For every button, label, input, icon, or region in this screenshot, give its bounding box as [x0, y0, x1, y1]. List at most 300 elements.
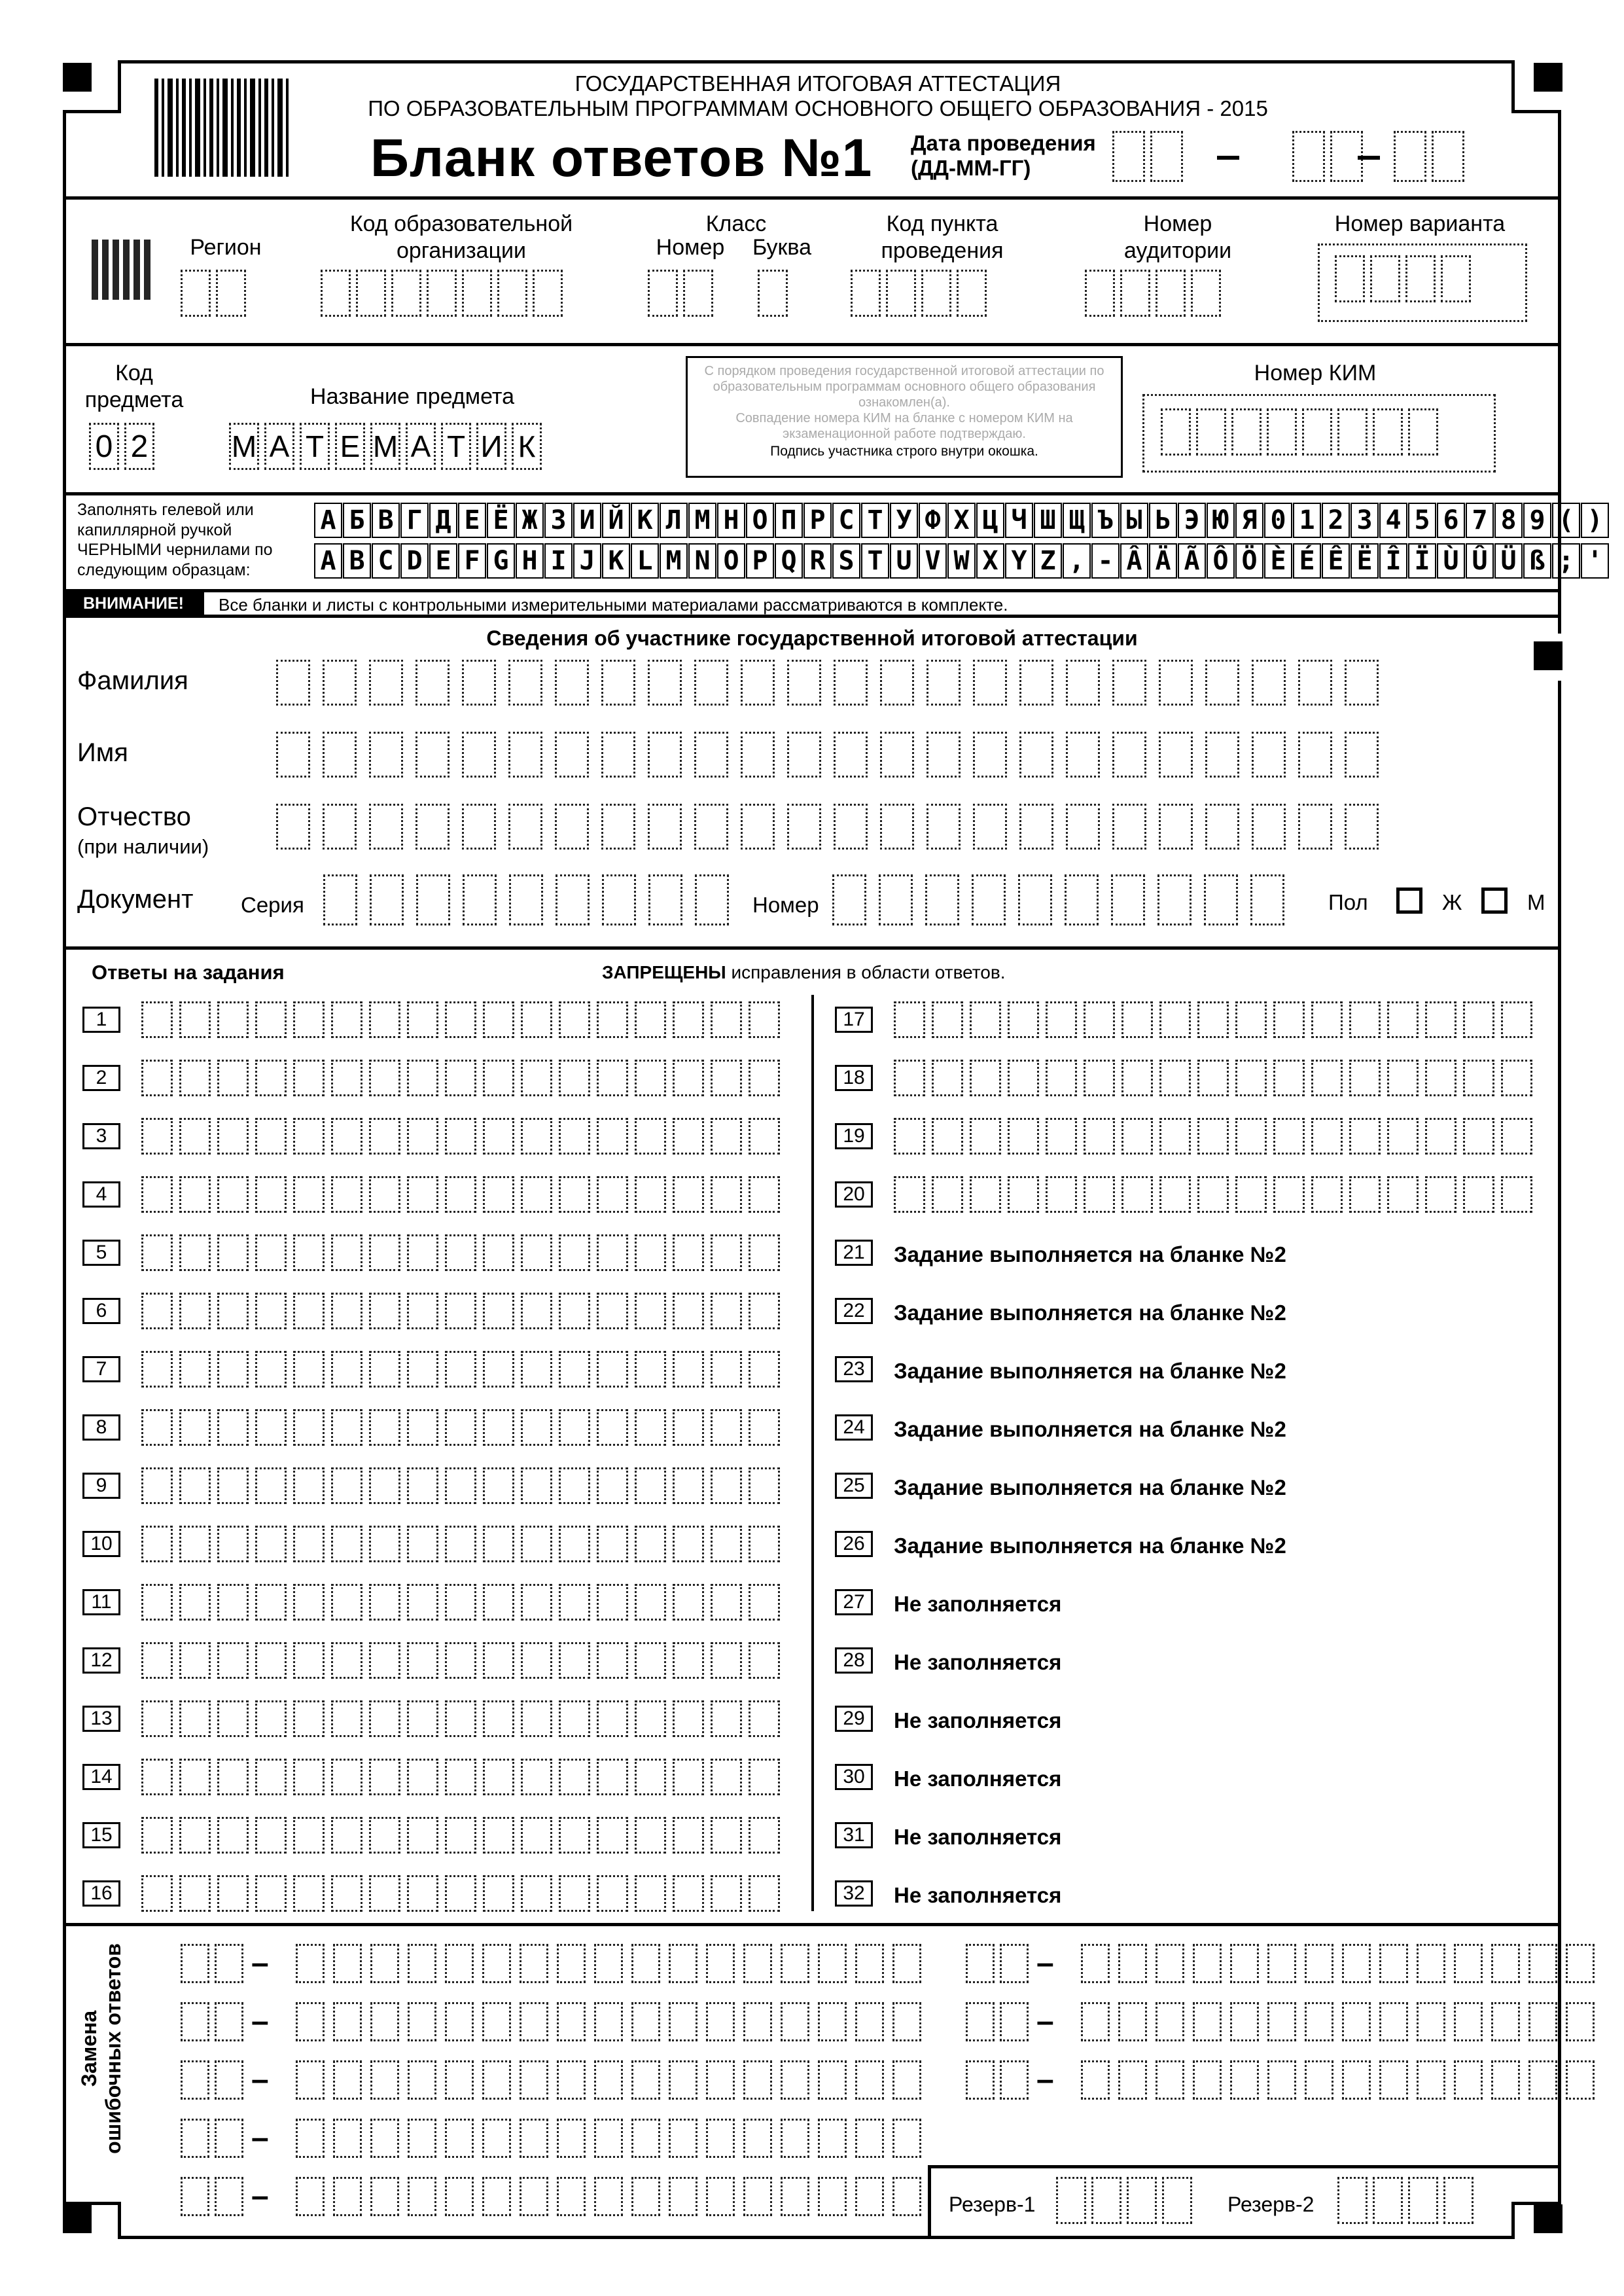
input-cell[interactable]: [217, 1817, 249, 1854]
input-cell[interactable]: [706, 2119, 735, 2158]
input-cell[interactable]: [597, 1060, 628, 1096]
input-cell[interactable]: [521, 1234, 552, 1271]
input-cell[interactable]: [407, 1467, 438, 1504]
input-cell[interactable]: [749, 1700, 780, 1737]
input-cell[interactable]: [1197, 1060, 1229, 1096]
input-cell[interactable]: [293, 1176, 325, 1213]
input-cell[interactable]: [255, 1817, 287, 1854]
input-cell[interactable]: [293, 1584, 325, 1621]
input-cell[interactable]: [407, 1526, 438, 1562]
patronymic-input[interactable]: [276, 804, 1391, 850]
replace-answer[interactable]: [1081, 1944, 1603, 1983]
input-cell[interactable]: [179, 1817, 211, 1854]
input-cell[interactable]: [483, 1642, 514, 1679]
input-cell[interactable]: [215, 2177, 243, 2216]
input-cell[interactable]: [597, 1176, 628, 1213]
input-cell[interactable]: [1112, 660, 1146, 706]
input-cell[interactable]: [1197, 1176, 1229, 1213]
input-cell[interactable]: [1417, 1944, 1445, 1983]
input-cell[interactable]: [331, 1642, 362, 1679]
input-cell[interactable]: [1205, 732, 1239, 778]
input-cell[interactable]: [333, 1944, 362, 1983]
answer-input[interactable]: [141, 1060, 786, 1096]
exam-point-input[interactable]: [851, 270, 992, 317]
input-cell[interactable]: [711, 1875, 742, 1912]
input-cell[interactable]: [408, 1944, 436, 1983]
input-cell[interactable]: [635, 1176, 666, 1213]
input-cell[interactable]: [894, 1118, 925, 1155]
input-cell[interactable]: [215, 1944, 243, 1983]
input-cell[interactable]: [181, 2119, 209, 2158]
input-cell[interactable]: [1528, 2002, 1557, 2041]
class-number-input[interactable]: [648, 270, 718, 317]
input-cell[interactable]: [1121, 1060, 1153, 1096]
input-cell[interactable]: [635, 1584, 666, 1621]
input-cell[interactable]: [296, 2119, 325, 2158]
input-cell[interactable]: [370, 2119, 399, 2158]
input-cell[interactable]: [483, 1817, 514, 1854]
input-cell[interactable]: [369, 1118, 400, 1155]
input-cell[interactable]: [594, 2060, 623, 2100]
replace-answer[interactable]: [296, 2119, 930, 2158]
input-cell[interactable]: [445, 2002, 474, 2041]
input-cell[interactable]: [508, 660, 542, 706]
input-cell[interactable]: [407, 1293, 438, 1329]
input-cell[interactable]: [601, 660, 635, 706]
input-cell[interactable]: [966, 1944, 995, 1983]
input-cell[interactable]: [293, 1817, 325, 1854]
input-cell[interactable]: [141, 1642, 173, 1679]
input-cell[interactable]: [141, 1234, 173, 1271]
input-cell[interactable]: [179, 1351, 211, 1388]
input-cell[interactable]: [711, 1409, 742, 1446]
input-cell[interactable]: [217, 1118, 249, 1155]
input-cell[interactable]: [648, 732, 682, 778]
document-series-input[interactable]: [323, 874, 741, 925]
input-cell[interactable]: [445, 1642, 476, 1679]
input-cell[interactable]: [293, 1351, 325, 1388]
input-cell[interactable]: [255, 1467, 287, 1504]
reserve2-input[interactable]: [1337, 2177, 1479, 2224]
input-cell[interactable]: [1273, 1118, 1305, 1155]
input-cell[interactable]: [255, 1700, 287, 1737]
input-cell[interactable]: [255, 1875, 287, 1912]
input-cell[interactable]: [597, 1759, 628, 1795]
input-cell[interactable]: [407, 1584, 438, 1621]
input-cell[interactable]: [1230, 1944, 1259, 1983]
document-number-input[interactable]: [832, 874, 1297, 925]
replace-task-number[interactable]: [966, 1944, 1034, 1983]
input-cell[interactable]: [749, 1176, 780, 1213]
input-cell[interactable]: [463, 874, 497, 925]
sex-female-checkbox[interactable]: [1396, 888, 1422, 914]
input-cell[interactable]: [482, 2002, 511, 2041]
input-cell[interactable]: [597, 1584, 628, 1621]
input-cell[interactable]: [711, 1060, 742, 1096]
input-cell[interactable]: [673, 1526, 704, 1562]
input-cell[interactable]: [521, 1060, 552, 1096]
input-cell[interactable]: [1066, 804, 1100, 850]
input-cell[interactable]: [741, 660, 775, 706]
input-cell[interactable]: [1298, 660, 1332, 706]
input-cell[interactable]: [520, 2177, 548, 2216]
input-cell[interactable]: [1193, 2002, 1222, 2041]
input-cell[interactable]: [1046, 1060, 1077, 1096]
input-cell[interactable]: [508, 804, 542, 850]
input-cell[interactable]: [482, 2119, 511, 2158]
input-cell[interactable]: [1193, 1944, 1222, 1983]
input-cell[interactable]: [141, 1817, 173, 1854]
input-cell[interactable]: [597, 1118, 628, 1155]
input-cell[interactable]: [597, 1700, 628, 1737]
answer-input[interactable]: [141, 1875, 786, 1912]
input-cell[interactable]: [255, 1642, 287, 1679]
input-cell[interactable]: [781, 2119, 809, 2158]
variant-input[interactable]: [1335, 255, 1476, 302]
input-cell[interactable]: [787, 660, 821, 706]
input-cell[interactable]: [1118, 2002, 1147, 2041]
answer-input[interactable]: [141, 1351, 786, 1388]
input-cell[interactable]: [1205, 660, 1239, 706]
input-cell[interactable]: [741, 732, 775, 778]
input-cell[interactable]: [141, 1700, 173, 1737]
input-cell[interactable]: [973, 660, 1007, 706]
input-cell[interactable]: [673, 1001, 704, 1038]
input-cell[interactable]: [1235, 1001, 1267, 1038]
input-cell[interactable]: [892, 2177, 921, 2216]
input-cell[interactable]: [408, 2119, 436, 2158]
answer-input[interactable]: [141, 1293, 786, 1329]
input-cell[interactable]: [217, 1759, 249, 1795]
input-cell[interactable]: [521, 1467, 552, 1504]
input-cell[interactable]: [669, 2119, 697, 2158]
input-cell[interactable]: [1193, 2060, 1222, 2100]
input-cell[interactable]: [1235, 1060, 1267, 1096]
input-cell[interactable]: [445, 2119, 474, 2158]
input-cell[interactable]: [1118, 2060, 1147, 2100]
input-cell[interactable]: [635, 1817, 666, 1854]
room-input[interactable]: [1085, 270, 1226, 317]
input-cell[interactable]: [217, 1234, 249, 1271]
input-cell[interactable]: [743, 2177, 772, 2216]
input-cell[interactable]: [743, 2119, 772, 2158]
input-cell[interactable]: [521, 1118, 552, 1155]
replace-task-number[interactable]: [181, 1944, 249, 1983]
replace-answer[interactable]: [1081, 2060, 1603, 2100]
input-cell[interactable]: [711, 1467, 742, 1504]
input-cell[interactable]: [879, 874, 913, 925]
input-cell[interactable]: [635, 1234, 666, 1271]
input-cell[interactable]: [556, 874, 590, 925]
input-cell[interactable]: [1566, 2002, 1595, 2041]
input-cell[interactable]: [711, 1176, 742, 1213]
input-cell[interactable]: [1342, 1944, 1371, 1983]
input-cell[interactable]: [1066, 660, 1100, 706]
input-cell[interactable]: [648, 804, 682, 850]
input-cell[interactable]: [293, 1700, 325, 1737]
input-cell[interactable]: [594, 2177, 623, 2216]
input-cell[interactable]: [1425, 1060, 1456, 1096]
input-cell[interactable]: [1046, 1001, 1077, 1038]
surname-input[interactable]: [276, 660, 1391, 706]
answer-input[interactable]: [894, 1176, 1539, 1213]
input-cell[interactable]: [927, 732, 961, 778]
input-cell[interactable]: [1425, 1001, 1456, 1038]
input-cell[interactable]: [1311, 1060, 1343, 1096]
input-cell[interactable]: [296, 1944, 325, 1983]
input-cell[interactable]: [1252, 660, 1286, 706]
input-cell[interactable]: [1305, 2060, 1333, 2100]
input-cell[interactable]: [331, 1060, 362, 1096]
answer-input[interactable]: [894, 1118, 1539, 1155]
input-cell[interactable]: [415, 804, 450, 850]
input-cell[interactable]: [179, 1234, 211, 1271]
input-cell[interactable]: [369, 1526, 400, 1562]
input-cell[interactable]: [673, 1700, 704, 1737]
input-cell[interactable]: [445, 1409, 476, 1446]
input-cell[interactable]: [673, 1351, 704, 1388]
input-cell[interactable]: [855, 2119, 884, 2158]
input-cell[interactable]: [970, 1060, 1001, 1096]
input-cell[interactable]: [369, 660, 403, 706]
input-cell[interactable]: [407, 1817, 438, 1854]
region-input[interactable]: [181, 270, 251, 317]
input-cell[interactable]: [331, 1584, 362, 1621]
input-cell[interactable]: [141, 1176, 173, 1213]
answer-input[interactable]: [894, 1060, 1539, 1096]
input-cell[interactable]: [296, 2060, 325, 2100]
input-cell[interactable]: [1501, 1118, 1532, 1155]
input-cell[interactable]: [520, 2119, 548, 2158]
input-cell[interactable]: [559, 1118, 590, 1155]
replace-task-number[interactable]: [966, 2060, 1034, 2100]
input-cell[interactable]: [1425, 1176, 1456, 1213]
input-cell[interactable]: [749, 1817, 780, 1854]
input-cell[interactable]: [631, 2119, 660, 2158]
input-cell[interactable]: [635, 1700, 666, 1737]
input-cell[interactable]: [1000, 2002, 1029, 2041]
input-cell[interactable]: [1118, 1944, 1147, 1983]
subject-code-input[interactable]: 0 2: [89, 423, 160, 470]
input-cell[interactable]: [834, 732, 868, 778]
input-cell[interactable]: [369, 1467, 400, 1504]
input-cell[interactable]: [932, 1118, 963, 1155]
input-cell[interactable]: [1267, 2060, 1296, 2100]
input-cell[interactable]: [1121, 1118, 1153, 1155]
date-month[interactable]: [1292, 131, 1368, 182]
input-cell[interactable]: [631, 2002, 660, 2041]
input-cell[interactable]: [483, 1759, 514, 1795]
input-cell[interactable]: [818, 2177, 847, 2216]
date-day[interactable]: [1112, 131, 1188, 182]
input-cell[interactable]: [370, 2002, 399, 2041]
input-cell[interactable]: [1235, 1118, 1267, 1155]
input-cell[interactable]: [673, 1234, 704, 1271]
input-cell[interactable]: [1305, 2002, 1333, 2041]
reserve1-input[interactable]: [1056, 2177, 1197, 2224]
input-cell[interactable]: [1311, 1118, 1343, 1155]
input-cell[interactable]: [462, 660, 496, 706]
input-cell[interactable]: [601, 732, 635, 778]
input-cell[interactable]: [255, 1234, 287, 1271]
answer-input[interactable]: [141, 1642, 786, 1679]
input-cell[interactable]: [711, 1817, 742, 1854]
input-cell[interactable]: [141, 1526, 173, 1562]
kim-input[interactable]: [1161, 408, 1443, 456]
input-cell[interactable]: [509, 874, 543, 925]
input-cell[interactable]: [217, 1351, 249, 1388]
replace-answer[interactable]: [296, 1944, 930, 1983]
input-cell[interactable]: [892, 2119, 921, 2158]
input-cell[interactable]: [749, 1642, 780, 1679]
input-cell[interactable]: [141, 1467, 173, 1504]
input-cell[interactable]: [970, 1118, 1001, 1155]
input-cell[interactable]: [932, 1176, 963, 1213]
input-cell[interactable]: [559, 1060, 590, 1096]
input-cell[interactable]: [181, 2060, 209, 2100]
input-cell[interactable]: [555, 804, 589, 850]
input-cell[interactable]: [1018, 874, 1052, 925]
input-cell[interactable]: [1298, 732, 1332, 778]
input-cell[interactable]: [181, 2177, 209, 2216]
input-cell[interactable]: [834, 804, 868, 850]
input-cell[interactable]: [1019, 660, 1053, 706]
input-cell[interactable]: [521, 1526, 552, 1562]
input-cell[interactable]: [179, 1467, 211, 1504]
input-cell[interactable]: [1157, 874, 1192, 925]
input-cell[interactable]: [1019, 732, 1053, 778]
input-cell[interactable]: [1463, 1001, 1494, 1038]
input-cell[interactable]: [597, 1293, 628, 1329]
replace-task-number[interactable]: [181, 2119, 249, 2158]
input-cell[interactable]: [749, 1759, 780, 1795]
input-cell[interactable]: [217, 1584, 249, 1621]
input-cell[interactable]: [408, 2002, 436, 2041]
input-cell[interactable]: [1112, 732, 1146, 778]
input-cell[interactable]: [706, 2060, 735, 2100]
input-cell[interactable]: [255, 1060, 287, 1096]
input-cell[interactable]: [521, 1875, 552, 1912]
input-cell[interactable]: [970, 1176, 1001, 1213]
input-cell[interactable]: [445, 1351, 476, 1388]
input-cell[interactable]: [1463, 1060, 1494, 1096]
input-cell[interactable]: [834, 660, 868, 706]
input-cell[interactable]: [331, 1817, 362, 1854]
input-cell[interactable]: [743, 2060, 772, 2100]
input-cell[interactable]: [369, 1176, 400, 1213]
input-cell[interactable]: [1379, 2060, 1408, 2100]
input-cell[interactable]: [711, 1351, 742, 1388]
input-cell[interactable]: [927, 660, 961, 706]
input-cell[interactable]: [1046, 1118, 1077, 1155]
input-cell[interactable]: [141, 1759, 173, 1795]
input-cell[interactable]: [445, 2177, 474, 2216]
input-cell[interactable]: [818, 1944, 847, 1983]
input-cell[interactable]: [483, 1293, 514, 1329]
input-cell[interactable]: [483, 1526, 514, 1562]
input-cell[interactable]: [1084, 1176, 1115, 1213]
input-cell[interactable]: [445, 1176, 476, 1213]
input-cell[interactable]: [521, 1351, 552, 1388]
input-cell[interactable]: [483, 1875, 514, 1912]
input-cell[interactable]: [521, 1176, 552, 1213]
input-cell[interactable]: [1081, 1944, 1110, 1983]
input-cell[interactable]: [669, 2002, 697, 2041]
input-cell[interactable]: [217, 1467, 249, 1504]
input-cell[interactable]: [483, 1409, 514, 1446]
input-cell[interactable]: [932, 1001, 963, 1038]
input-cell[interactable]: [293, 1001, 325, 1038]
answer-input[interactable]: [141, 1409, 786, 1446]
input-cell[interactable]: [557, 2177, 586, 2216]
input-cell[interactable]: [1501, 1001, 1532, 1038]
input-cell[interactable]: [1379, 1944, 1408, 1983]
input-cell[interactable]: [1121, 1176, 1153, 1213]
input-cell[interactable]: [880, 660, 914, 706]
input-cell[interactable]: [483, 1176, 514, 1213]
input-cell[interactable]: [1046, 1176, 1077, 1213]
input-cell[interactable]: [631, 2060, 660, 2100]
input-cell[interactable]: [179, 1875, 211, 1912]
input-cell[interactable]: [1197, 1118, 1229, 1155]
input-cell[interactable]: [559, 1584, 590, 1621]
input-cell[interactable]: [462, 732, 496, 778]
input-cell[interactable]: [255, 1351, 287, 1388]
input-cell[interactable]: [293, 1234, 325, 1271]
input-cell[interactable]: [179, 1001, 211, 1038]
input-cell[interactable]: [1008, 1176, 1039, 1213]
input-cell[interactable]: [217, 1642, 249, 1679]
input-cell[interactable]: [559, 1351, 590, 1388]
input-cell[interactable]: [1159, 732, 1193, 778]
input-cell[interactable]: [1345, 660, 1379, 706]
input-cell[interactable]: [483, 1060, 514, 1096]
input-cell[interactable]: [415, 660, 450, 706]
input-cell[interactable]: [255, 1293, 287, 1329]
input-cell[interactable]: [1084, 1118, 1115, 1155]
input-cell[interactable]: [559, 1817, 590, 1854]
input-cell[interactable]: [706, 2002, 735, 2041]
input-cell[interactable]: [741, 804, 775, 850]
input-cell[interactable]: [508, 732, 542, 778]
input-cell[interactable]: [832, 874, 866, 925]
input-cell[interactable]: [445, 1467, 476, 1504]
input-cell[interactable]: [1252, 804, 1286, 850]
input-cell[interactable]: [1267, 1944, 1296, 1983]
input-cell[interactable]: [369, 804, 403, 850]
input-cell[interactable]: [669, 2060, 697, 2100]
input-cell[interactable]: [594, 2002, 623, 2041]
input-cell[interactable]: [369, 1060, 400, 1096]
class-letter-input[interactable]: [758, 270, 793, 317]
input-cell[interactable]: [1273, 1176, 1305, 1213]
input-cell[interactable]: [1008, 1118, 1039, 1155]
input-cell[interactable]: [597, 1467, 628, 1504]
input-cell[interactable]: [407, 1351, 438, 1388]
input-cell[interactable]: [925, 874, 959, 925]
input-cell[interactable]: [1066, 732, 1100, 778]
input-cell[interactable]: [855, 1944, 884, 1983]
input-cell[interactable]: [369, 1001, 400, 1038]
input-cell[interactable]: [255, 1526, 287, 1562]
input-cell[interactable]: [973, 732, 1007, 778]
input-cell[interactable]: [559, 1875, 590, 1912]
input-cell[interactable]: [415, 732, 450, 778]
input-cell[interactable]: [482, 1944, 511, 1983]
input-cell[interactable]: [408, 2060, 436, 2100]
input-cell[interactable]: [293, 1642, 325, 1679]
input-cell[interactable]: [694, 732, 728, 778]
